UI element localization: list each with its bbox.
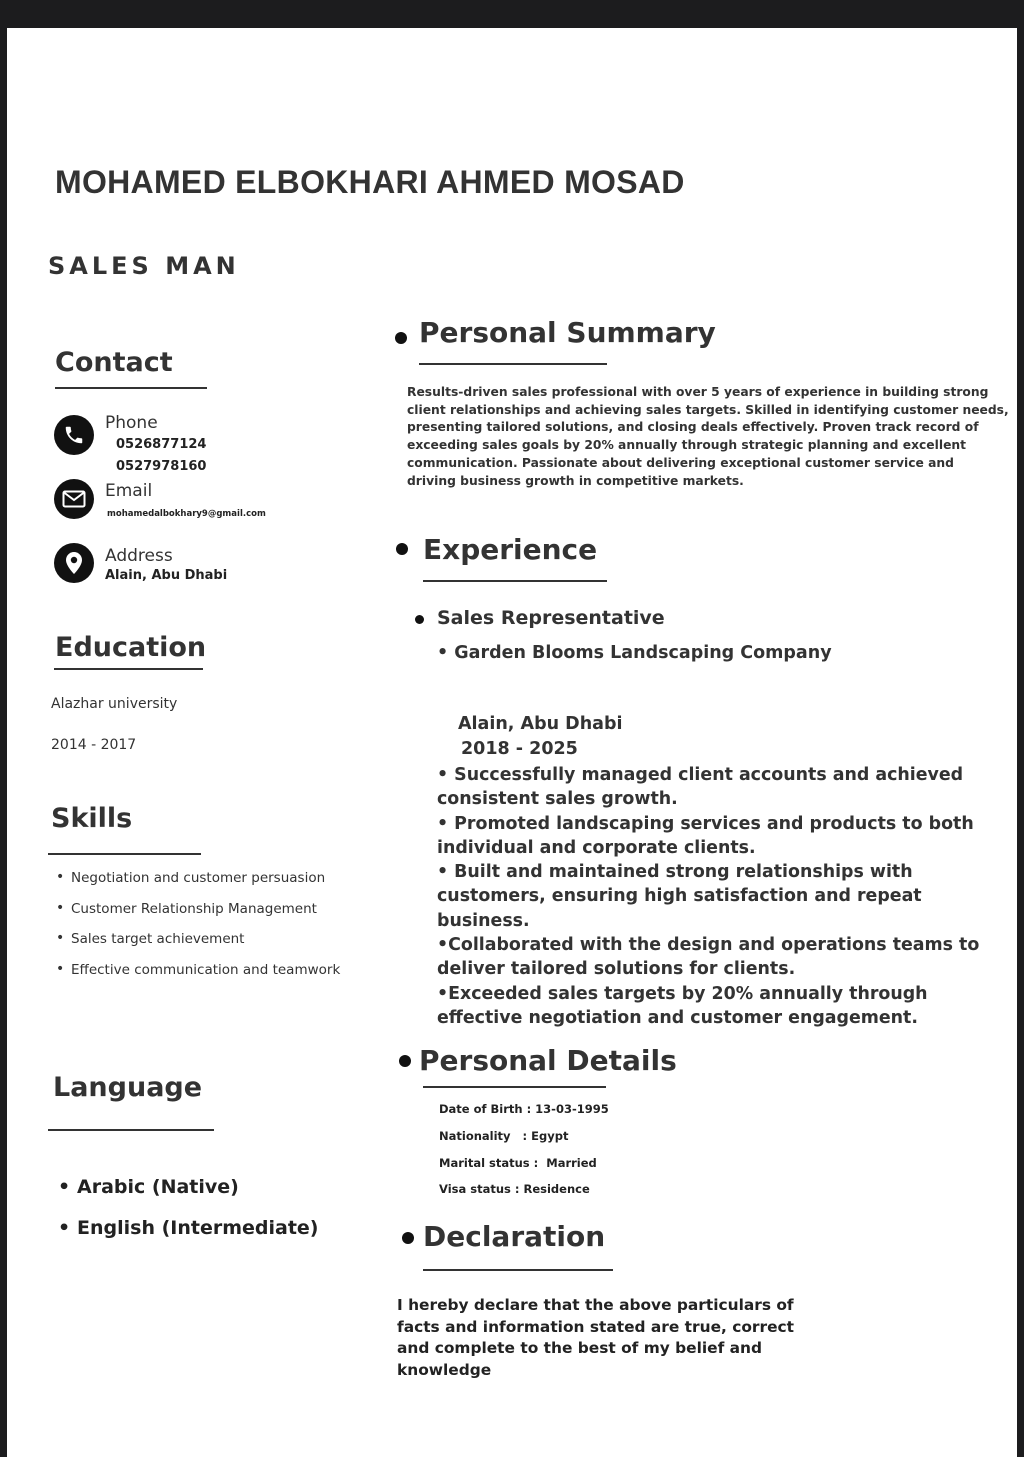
email-address: mohamedalbokhary9@gmail.com: [107, 509, 266, 519]
location-pin-icon: [54, 543, 94, 583]
education-divider: [54, 668, 203, 670]
bullet-icon: [396, 543, 408, 555]
job-title: SALES MAN: [48, 252, 240, 280]
declaration-line: I hereby declare that the above particulars of: [397, 1296, 794, 1314]
skills-heading: Skills: [51, 803, 133, 834]
summary-heading: Personal Summary: [419, 316, 716, 349]
address-value: Alain, Abu Dhabi: [105, 568, 228, 583]
education-heading: Education: [55, 632, 207, 663]
language-item: • English (Intermediate): [58, 1217, 318, 1258]
phone-icon: [54, 415, 94, 455]
language-item: • Arabic (Native): [58, 1176, 318, 1217]
skill-item: • Effective communication and teamwork: [56, 962, 376, 993]
experience-location: Alain, Abu Dhabi: [458, 714, 623, 734]
declaration-heading: Declaration: [423, 1220, 606, 1253]
declaration-divider: [423, 1269, 613, 1271]
experience-line: customers, ensuring high satisfaction and repeat: [437, 886, 922, 907]
summary-line: driving business growth in competitive markets.: [407, 473, 744, 488]
skill-item: • Customer Relationship Management: [56, 901, 376, 932]
experience-line: business.: [437, 910, 530, 931]
experience-line: deliver tailored solutions for clients.: [437, 959, 796, 980]
experience-heading: Experience: [423, 533, 598, 566]
bullet-icon: [399, 1055, 411, 1067]
experience-line: consistent sales growth.: [437, 789, 678, 810]
skill-item: • Sales target achievement: [56, 931, 376, 962]
experience-line: • Built and maintained strong relationships with: [437, 862, 913, 883]
email-label: Email: [105, 481, 153, 501]
date-of-birth: Date of Birth : 13-03-1995: [439, 1102, 609, 1116]
phone-number: 0527978160: [116, 459, 207, 474]
experience-period: 2018 - 2025: [461, 739, 578, 759]
skills-divider: [48, 853, 201, 855]
skill-item: • Negotiation and customer persuasion: [56, 870, 376, 901]
experience-details: [437, 763, 979, 1030]
experience-divider: [423, 580, 607, 582]
summary-line: Results-driven sales professional with over 5 years of experience in building strong: [407, 385, 989, 399]
language-divider: [48, 1129, 214, 1131]
candidate-name: MOHAMED ELBOKHARI AHMED MOSAD: [55, 164, 685, 200]
experience-line: individual and corporate clients.: [437, 837, 756, 858]
contact-heading: Contact: [55, 347, 173, 378]
personal-details-divider: [423, 1086, 606, 1088]
summary-line: client relationships and achieving sales targets. Skilled in identifying customer needs,: [407, 402, 1009, 417]
experience-line: •Collaborated with the design and operations teams to: [437, 935, 980, 956]
declaration-line: and complete to the best of my belief and: [397, 1339, 762, 1358]
language-heading: Language: [53, 1072, 203, 1103]
declaration-text: [397, 1295, 794, 1382]
education-school: Alazhar university: [51, 696, 178, 712]
experience-line: •Exceeded sales targets by 20% annually through: [437, 983, 928, 1004]
declaration-line: knowledge: [397, 1361, 492, 1380]
contact-divider: [55, 387, 207, 389]
summary-line: presenting tailored solutions, and closing deals effectively. Proven track record of: [407, 420, 979, 435]
email-icon: [54, 479, 94, 519]
nationality: Nationality : Egypt: [439, 1129, 569, 1143]
experience-line: • Promoted landscaping services and products to both: [437, 813, 974, 834]
language-list: [58, 1176, 318, 1258]
experience-line: effective negotiation and customer engagement.: [437, 1007, 918, 1028]
experience-line: • Successfully managed client accounts and achieved: [437, 765, 964, 785]
summary-text: [407, 384, 1009, 490]
declaration-line: facts and information stated are true, correct: [397, 1317, 795, 1336]
address-label: Address: [105, 546, 173, 566]
summary-line: communication. Passionate about delivering exceptional customer service and: [407, 455, 954, 470]
education-years: 2014 - 2017: [51, 737, 137, 753]
bullet-icon: [395, 332, 407, 344]
phone-label: Phone: [105, 413, 158, 433]
summary-divider: [419, 363, 607, 365]
marital-status: Marital status : Married: [439, 1156, 597, 1170]
phone-number: 0526877124: [116, 437, 207, 452]
bullet-icon: [402, 1232, 414, 1244]
visa-status: Visa status : Residence: [439, 1182, 590, 1196]
bullet-icon: [415, 615, 424, 624]
experience-role: Sales Representative: [437, 607, 665, 629]
personal-details-heading: Personal Details: [419, 1044, 677, 1077]
experience-company: • Garden Blooms Landscaping Company: [437, 643, 832, 663]
skills-list: [56, 870, 376, 992]
summary-line: exceeding sales goals by 20% annually through strategic planning and excellent: [407, 438, 967, 453]
